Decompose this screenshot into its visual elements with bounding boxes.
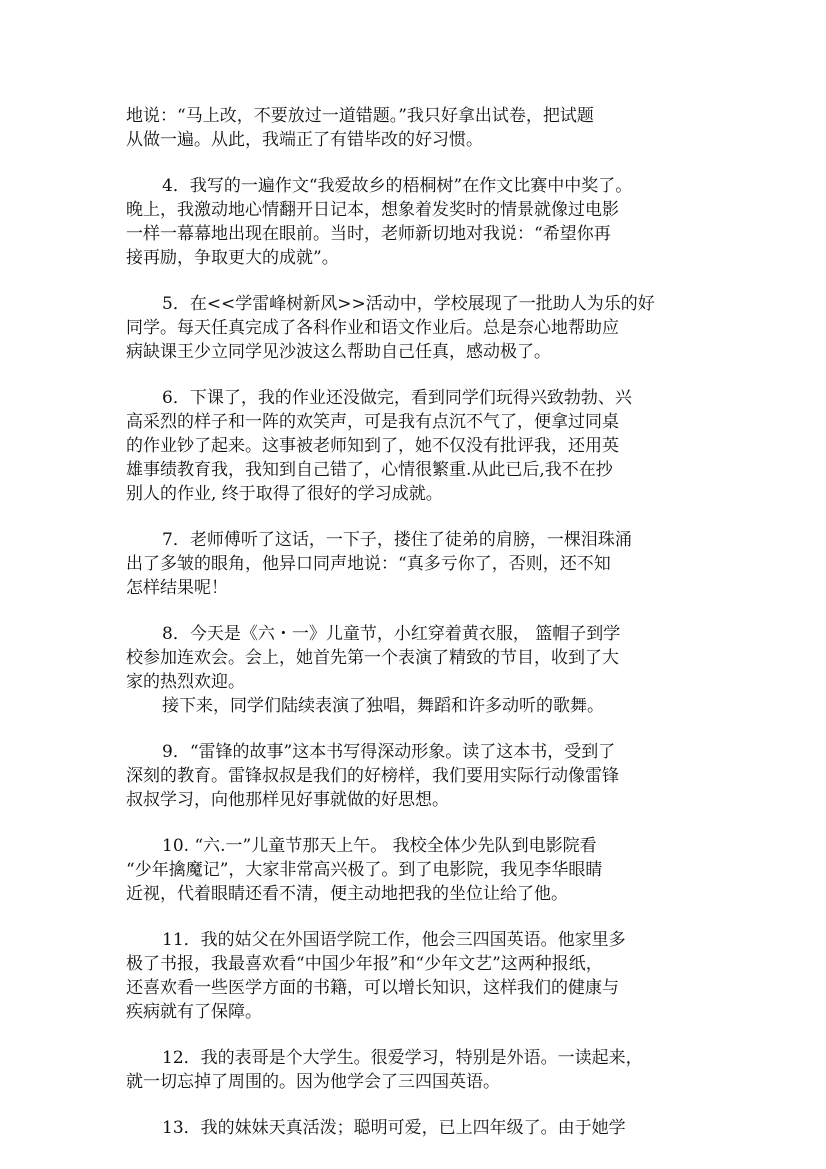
text-line: 怎样结果呢！ xyxy=(126,578,228,598)
paragraph-3-continued xyxy=(126,104,726,152)
paragraph-4 xyxy=(126,174,726,270)
text-line: 13．我的妹妹天真活泼；聪明可爱，已上四年级了。由于她学 xyxy=(162,1118,626,1138)
text-line: 疾病就有了保障。 xyxy=(126,1002,262,1022)
text-line: 从做一遍。从此，我端正了有错毕改的好习惯。 xyxy=(126,130,483,150)
text-line: 9．“雷锋的故事”这本书写得深动形象。读了这本书，受到了 xyxy=(162,742,616,762)
text-line: “少年擒魔记”，大家非常高兴极了。到了电影院，我见李华眼睛 xyxy=(126,860,603,880)
paragraph-8 xyxy=(126,622,726,718)
text-line: 10. “六.一”儿童节那天上午。 我校全体少先队到电影院看 xyxy=(162,836,597,856)
text-line: 高采烈的样子和一阵的欢笑声，可是我有点沉不气了，便拿过同桌 xyxy=(126,412,619,432)
text-line: 接再励，争取更大的成就”。 xyxy=(126,248,339,268)
text-line: 一样一幕幕地出现在眼前。当时，老师新切地对我说：“希望你再 xyxy=(126,224,611,244)
text-line: 11．我的姑父在外国语学院工作，他会三四国英语。他家里多 xyxy=(162,930,626,950)
paragraph-9 xyxy=(126,740,726,812)
paragraph-7 xyxy=(126,528,726,600)
text-line: 地说：“马上改，不要放过一道错题。”我只好拿出试卷，把试题 xyxy=(126,106,594,126)
text-line: 叔叔学习，向他那样见好事就做的好思想。 xyxy=(126,790,449,810)
text-line: 雄事绩教育我，我知到自己错了，心情很繁重.从此已后,我不在抄 xyxy=(126,460,613,480)
paragraph-10 xyxy=(126,834,726,906)
document-body xyxy=(126,104,726,1140)
text-line: 别人的作业, 终于取得了很好的学习成就。 xyxy=(126,484,443,504)
text-line: 同学。每天任真完成了各科作业和语文作业后。总是奈心地帮助应 xyxy=(126,318,619,338)
text-line: 5．在<<学雷峰树新风>>活动中，学校展现了一批助人为乐的好 xyxy=(162,294,655,314)
text-line: 8．今天是《六・一》儿童节，小红穿着黄衣服， 篮帽子到学 xyxy=(162,624,621,644)
paragraph-6 xyxy=(126,386,726,506)
text-line: 还喜欢看一些医学方面的书籍，可以增长知识，这样我们的健康与 xyxy=(126,978,619,998)
text-line: 6．下课了，我的作业还没做完，看到同学们玩得兴致勃勃、兴 xyxy=(162,388,632,408)
paragraph-11 xyxy=(126,928,726,1024)
text-line: 近视，代着眼睛还看不清，便主动地把我的坐位让给了他。 xyxy=(126,884,568,904)
text-line: 接下来，同学们陆续表演了独唱，舞蹈和许多动听的歌舞。 xyxy=(162,696,604,716)
paragraph-12 xyxy=(126,1046,726,1094)
text-line: 出了多皱的眼角，他异口同声地说：“真多亏你了，否则，还不知 xyxy=(126,554,611,574)
text-line: 病缺课王少立同学见沙波这么帮助自己任真，感动极了。 xyxy=(126,342,551,362)
text-line: 极了书报，我最喜欢看“中国少年报”和“少年文艺”这两种报纸， xyxy=(126,954,603,974)
text-line: 7．老师傅听了这话，一下子，搂住了徒弟的肩膀，一棵泪珠涌 xyxy=(162,530,632,550)
text-line: 晚上，我激动地心情翻开日记本，想象着发奖时的情景就像过电影 xyxy=(126,200,619,220)
text-line: 4．我写的一遍作文“我爱故乡的梧桐树”在作文比赛中中奖了。 xyxy=(162,176,633,196)
text-line: 就一切忘掉了周围的。因为他学会了三四国英语。 xyxy=(126,1072,500,1092)
text-line: 家的热烈欢迎。 xyxy=(126,672,245,692)
text-line: 校参加连欢会。会上，她首先第一个表演了精致的节目，收到了大 xyxy=(126,648,619,668)
paragraph-13 xyxy=(126,1116,726,1140)
paragraph-5 xyxy=(126,292,726,364)
text-line: 12．我的表哥是个大学生。很爱学习，特别是外语。一读起来， xyxy=(162,1048,643,1068)
text-line: 深刻的教育。雷锋叔叔是我们的好榜样，我们要用实际行动像雷锋 xyxy=(126,766,619,786)
text-line: 的作业钞了起来。这事被老师知到了，她不仅没有批评我，还用英 xyxy=(126,436,619,456)
